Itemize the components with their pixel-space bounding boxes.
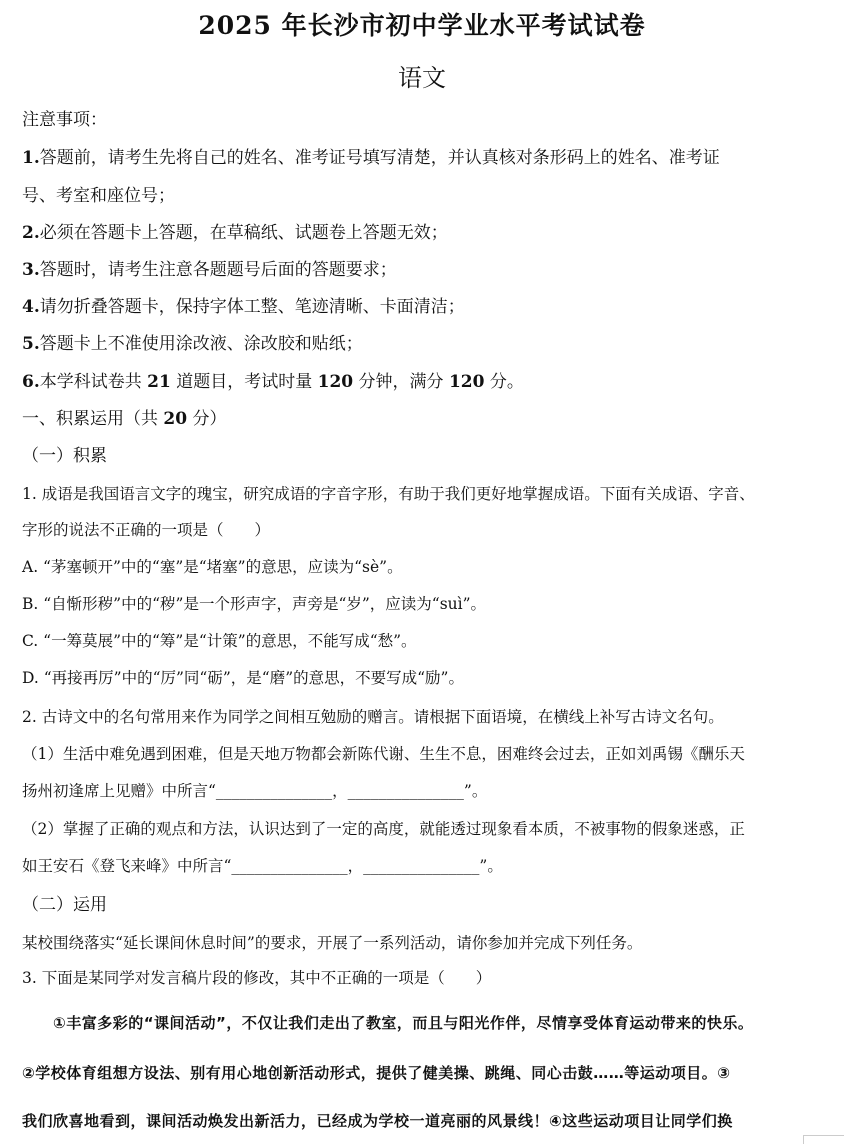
exam-title: 2025 年长沙市初中学业水平考试试卷 (198, 11, 646, 40)
q2-part1-line-1: （1）生活中难免遇到困难，但是天地万物都会新陈代谢、生生不息，困难终会过去，正如刘禹锡《酬乐天 (22, 745, 745, 763)
q2-part2-line-1: （2）掌握了正确的观点和方法，认识达到了一定的高度，就能透过现象看本质，不被事物的假象迷惑，正 (22, 820, 745, 838)
q2-stem: 2. 古诗文中的名句常用来作为同学之间相互勉励的赠言。请根据下面语境，在横线上补写古诗文名句。 (22, 708, 724, 726)
q1-stem-line-2: 字形的说法不正确的一项是（ ） (22, 521, 271, 539)
subject-title: 语文 (398, 64, 446, 92)
note-item-1-cont: 号、考室和座位号； (22, 186, 175, 206)
note-item-3: 3.答题时，请考生注意各题题号后面的答题要求； (22, 260, 397, 280)
activity-context: 某校围绕落实“延长课间休息时间”的要求，开展了一系列活动，请你参加并完成下列任务。 (22, 934, 643, 952)
notes-heading: 注意事项： (22, 110, 107, 130)
section-heading: 一、积累运用（共 20 分） (22, 409, 227, 429)
draft-line-3: 我们欣喜地看到，课间活动焕发出新活力，已经成为学校一道亮丽的风景线！④这些运动项目让同学们换 (22, 1112, 733, 1130)
note-item-5: 5.答题卡上不准使用涂改液、涂改胶和贴纸； (22, 334, 363, 354)
subsection-application: （二）运用 (22, 895, 107, 915)
draft-line-2: ②学校体育组想方设法、别有用心地创新活动形式，提供了健美操、跳绳、同心击鼓……等运动项目。③ (22, 1064, 731, 1082)
q3-stem: 3. 下面是某同学对发言稿片段的修改，其中不正确的一项是（ ） (22, 969, 492, 987)
q2-part1-line-2: 扬州初逢席上见赠》中所言“_______________，_______________”。 (22, 782, 488, 800)
q1-option-b: B. “自惭形秽”中的“秽”是一个形声字，声旁是“岁”，应读为“suì”。 (22, 595, 487, 613)
q1-stem-line-1: 1. 成语是我国语言文字的瑰宝，研究成语的字音字形，有助于我们更好地掌握成语。下面有关成语、字音、 (22, 485, 755, 503)
q1-option-c: C. “一筹莫展”中的“筹”是“计策”的意思，不能写成“愁”。 (22, 632, 417, 650)
note-item-6: 6.本学科试卷共 21 道题目，考试时量 120 分钟，满分 120 分。 (22, 372, 524, 392)
note-item-2: 2.必须在答题卡上答题，在草稿纸、试题卷上答题无效； (22, 223, 448, 243)
draft-line-1: ①丰富多彩的“课间活动”，不仅让我们走出了教室，而且与阳光作伴，尽情享受体育运动带来的快乐。 (22, 1014, 754, 1032)
q2-part2-line-2: 如王安石《登飞来峰》中所言“_______________，_______________”。 (22, 857, 503, 875)
note-item-4: 4.请勿折叠答题卡，保持字体工整、笔迹清晰、卡面清洁； (22, 297, 465, 317)
q1-option-d: D. “再接再厉”中的“厉”同“砺”，是“磨”的意思，不要写成“励”。 (22, 669, 464, 687)
subsection-accumulation: （一）积累 (22, 446, 107, 466)
note-item-1: 1.答题前，请考生先将自己的姓名、准考证号填写清楚，并认真核对条形码上的姓名、准考证 (22, 148, 720, 168)
page-edge-divider (803, 1135, 844, 1144)
q1-option-a: A. “茅塞顿开”中的“塞”是“堵塞”的意思，应读为“sè”。 (22, 558, 403, 576)
